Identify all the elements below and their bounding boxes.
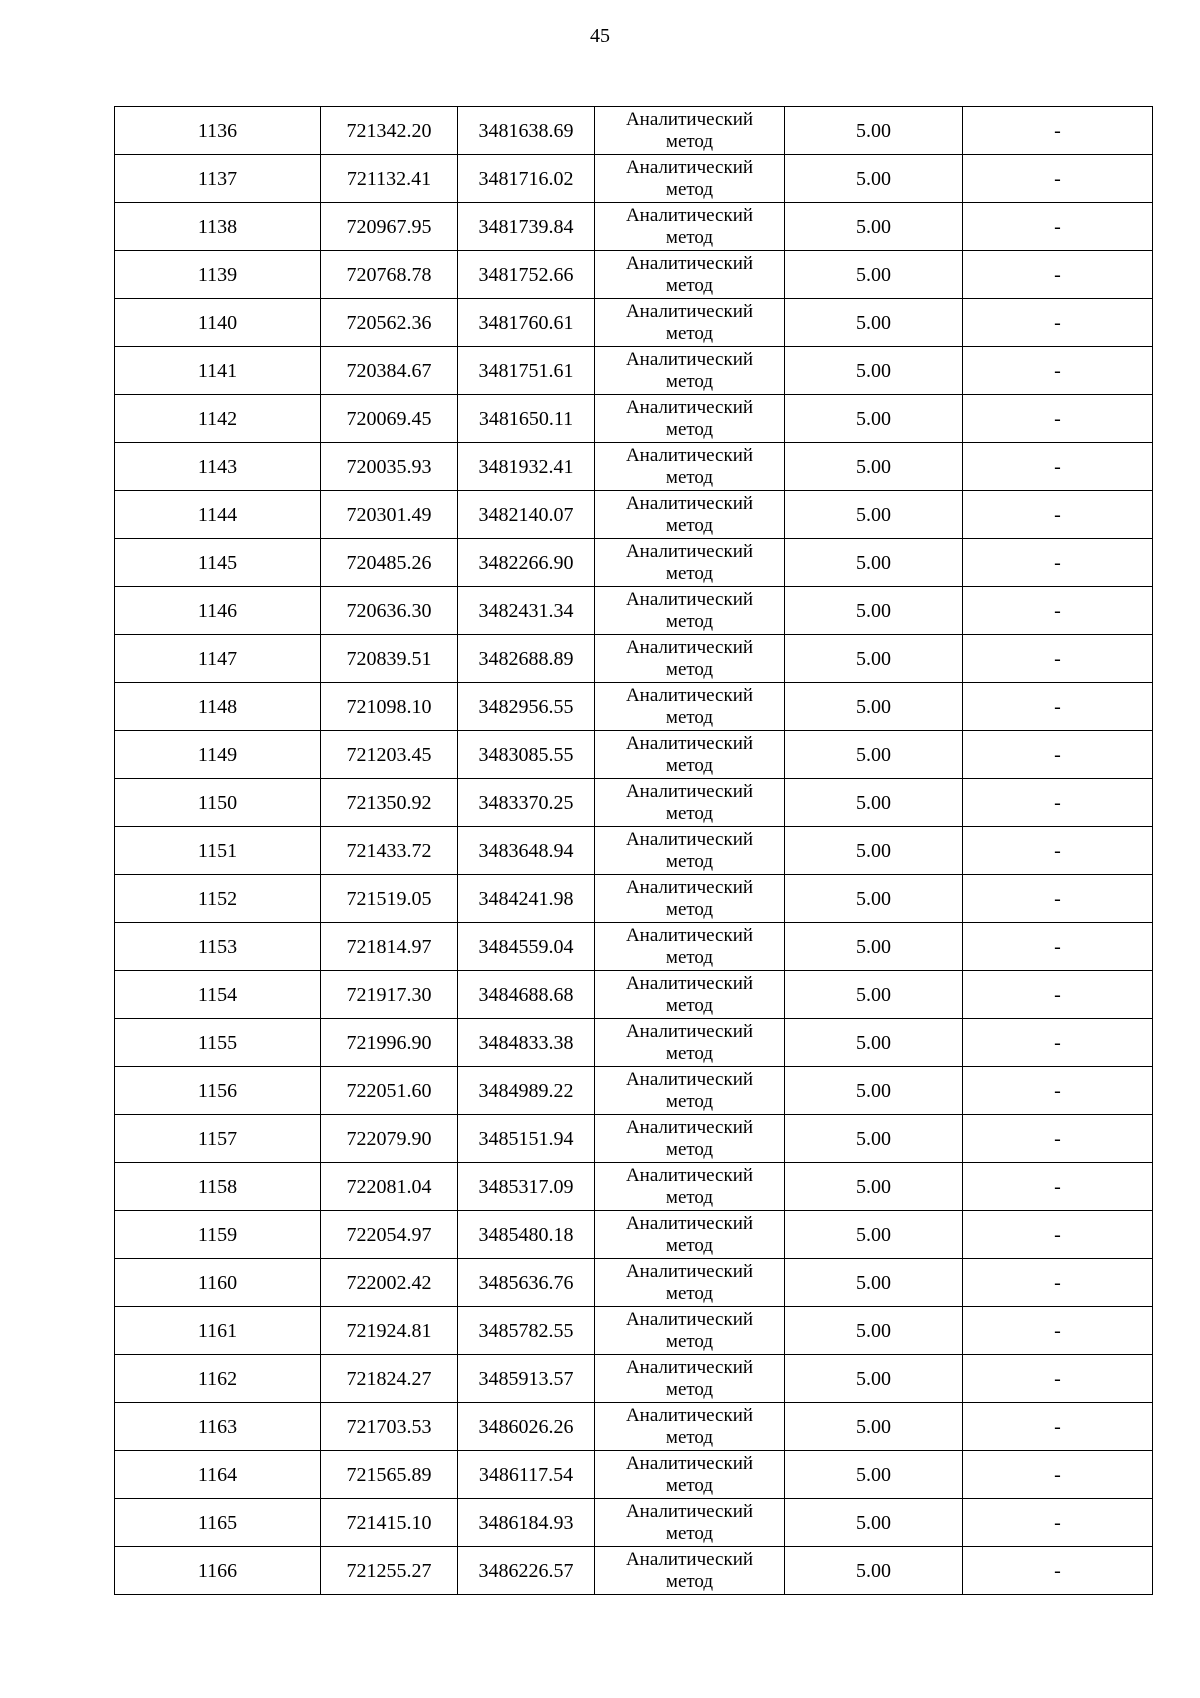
note-cell: - [963, 491, 1153, 539]
accuracy-cell: 5.00 [785, 347, 963, 395]
method-cell [595, 539, 785, 587]
accuracy-cell: 5.00 [785, 731, 963, 779]
method-line-1: Аналитический [625, 732, 754, 754]
method-line-1: Аналитический [625, 204, 754, 226]
method-line-1: Аналитический [625, 108, 754, 130]
method-line-2: метод [665, 946, 714, 968]
point-number-cell: 1149 [115, 731, 321, 779]
method-line-2: метод [665, 1330, 714, 1352]
method-line-2: метод [665, 1282, 714, 1304]
method-cell [595, 299, 785, 347]
accuracy-cell: 5.00 [785, 1115, 963, 1163]
note-cell: - [963, 875, 1153, 923]
method-cell [595, 827, 785, 875]
point-number-cell: 1164 [115, 1451, 321, 1499]
point-number-cell: 1162 [115, 1355, 321, 1403]
x-coordinate-cell: 721350.92 [321, 779, 458, 827]
note-cell: - [963, 1499, 1153, 1547]
accuracy-cell: 5.00 [785, 299, 963, 347]
method-cell [595, 155, 785, 203]
note-cell: - [963, 1259, 1153, 1307]
note-cell: - [963, 779, 1153, 827]
y-coordinate-cell: 3481650.11 [458, 395, 595, 443]
method-line-1: Аналитический [625, 1500, 754, 1522]
point-number-cell: 1142 [115, 395, 321, 443]
method-line-1: Аналитический [625, 252, 754, 274]
method-line-2: метод [665, 1234, 714, 1256]
method-line-2: метод [665, 1042, 714, 1064]
table-row [115, 779, 1153, 827]
table-row [115, 1115, 1153, 1163]
method-line-1: Аналитический [625, 348, 754, 370]
accuracy-cell: 5.00 [785, 1211, 963, 1259]
x-coordinate-cell: 720839.51 [321, 635, 458, 683]
x-coordinate-cell: 721415.10 [321, 1499, 458, 1547]
method-line-1: Аналитический [625, 588, 754, 610]
method-line-1: Аналитический [625, 396, 754, 418]
x-coordinate-cell: 721132.41 [321, 155, 458, 203]
coordinates-table-body [115, 107, 1153, 1595]
method-line-1: Аналитический [625, 300, 754, 322]
table-row [115, 731, 1153, 779]
x-coordinate-cell: 721565.89 [321, 1451, 458, 1499]
point-number-cell: 1154 [115, 971, 321, 1019]
method-cell [595, 395, 785, 443]
table-row [115, 395, 1153, 443]
point-number-cell: 1151 [115, 827, 321, 875]
accuracy-cell: 5.00 [785, 1019, 963, 1067]
x-coordinate-cell: 722051.60 [321, 1067, 458, 1115]
method-line-1: Аналитический [625, 1356, 754, 1378]
y-coordinate-cell: 3482431.34 [458, 587, 595, 635]
method-cell [595, 443, 785, 491]
method-line-1: Аналитический [625, 1116, 754, 1138]
point-number-cell: 1136 [115, 107, 321, 155]
method-cell [595, 875, 785, 923]
y-coordinate-cell: 3482266.90 [458, 539, 595, 587]
table-row [115, 1451, 1153, 1499]
method-line-1: Аналитический [625, 1020, 754, 1042]
method-line-1: Аналитический [625, 156, 754, 178]
x-coordinate-cell: 721255.27 [321, 1547, 458, 1595]
x-coordinate-cell: 721824.27 [321, 1355, 458, 1403]
point-number-cell: 1147 [115, 635, 321, 683]
x-coordinate-cell: 722054.97 [321, 1211, 458, 1259]
note-cell: - [963, 1451, 1153, 1499]
x-coordinate-cell: 721996.90 [321, 1019, 458, 1067]
note-cell: - [963, 1355, 1153, 1403]
table-row [115, 1403, 1153, 1451]
method-cell [595, 203, 785, 251]
note-cell: - [963, 347, 1153, 395]
method-line-2: метод [665, 1426, 714, 1448]
method-line-2: метод [665, 1570, 714, 1592]
y-coordinate-cell: 3481739.84 [458, 203, 595, 251]
accuracy-cell: 5.00 [785, 203, 963, 251]
method-line-1: Аналитический [625, 1260, 754, 1282]
table-row [115, 347, 1153, 395]
note-cell: - [963, 1307, 1153, 1355]
y-coordinate-cell: 3485636.76 [458, 1259, 595, 1307]
method-line-2: метод [665, 658, 714, 680]
x-coordinate-cell: 720562.36 [321, 299, 458, 347]
y-coordinate-cell: 3482140.07 [458, 491, 595, 539]
y-coordinate-cell: 3481638.69 [458, 107, 595, 155]
table-row [115, 443, 1153, 491]
y-coordinate-cell: 3481932.41 [458, 443, 595, 491]
method-line-2: метод [665, 802, 714, 824]
method-cell [595, 491, 785, 539]
accuracy-cell: 5.00 [785, 1163, 963, 1211]
point-number-cell: 1155 [115, 1019, 321, 1067]
note-cell: - [963, 827, 1153, 875]
note-cell: - [963, 923, 1153, 971]
table-row [115, 1547, 1153, 1595]
note-cell: - [963, 683, 1153, 731]
accuracy-cell: 5.00 [785, 779, 963, 827]
accuracy-cell: 5.00 [785, 1355, 963, 1403]
accuracy-cell: 5.00 [785, 683, 963, 731]
y-coordinate-cell: 3485480.18 [458, 1211, 595, 1259]
note-cell: - [963, 587, 1153, 635]
x-coordinate-cell: 722002.42 [321, 1259, 458, 1307]
note-cell: - [963, 203, 1153, 251]
y-coordinate-cell: 3484989.22 [458, 1067, 595, 1115]
accuracy-cell: 5.00 [785, 1451, 963, 1499]
method-cell [595, 1499, 785, 1547]
method-line-2: метод [665, 754, 714, 776]
y-coordinate-cell: 3481716.02 [458, 155, 595, 203]
table-row [115, 827, 1153, 875]
method-line-2: метод [665, 562, 714, 584]
accuracy-cell: 5.00 [785, 539, 963, 587]
accuracy-cell: 5.00 [785, 1499, 963, 1547]
accuracy-cell: 5.00 [785, 1067, 963, 1115]
method-line-2: метод [665, 130, 714, 152]
method-line-2: метод [665, 370, 714, 392]
method-line-2: метод [665, 466, 714, 488]
method-cell [595, 1259, 785, 1307]
method-cell [595, 107, 785, 155]
method-line-2: метод [665, 994, 714, 1016]
table-row [115, 299, 1153, 347]
method-line-2: метод [665, 1474, 714, 1496]
method-line-2: метод [665, 418, 714, 440]
point-number-cell: 1156 [115, 1067, 321, 1115]
method-line-1: Аналитический [625, 1548, 754, 1570]
x-coordinate-cell: 721433.72 [321, 827, 458, 875]
x-coordinate-cell: 721924.81 [321, 1307, 458, 1355]
method-cell [595, 1067, 785, 1115]
method-cell [595, 1403, 785, 1451]
x-coordinate-cell: 720636.30 [321, 587, 458, 635]
y-coordinate-cell: 3483085.55 [458, 731, 595, 779]
method-line-2: метод [665, 1378, 714, 1400]
y-coordinate-cell: 3482688.89 [458, 635, 595, 683]
table-row [115, 539, 1153, 587]
method-cell [595, 347, 785, 395]
method-line-2: метод [665, 1090, 714, 1112]
note-cell: - [963, 299, 1153, 347]
x-coordinate-cell: 721917.30 [321, 971, 458, 1019]
method-line-1: Аналитический [625, 876, 754, 898]
method-cell [595, 779, 785, 827]
point-number-cell: 1153 [115, 923, 321, 971]
method-cell [595, 1355, 785, 1403]
table-row [115, 635, 1153, 683]
accuracy-cell: 5.00 [785, 443, 963, 491]
accuracy-cell: 5.00 [785, 1259, 963, 1307]
point-number-cell: 1137 [115, 155, 321, 203]
x-coordinate-cell: 720768.78 [321, 251, 458, 299]
x-coordinate-cell: 722081.04 [321, 1163, 458, 1211]
method-line-2: метод [665, 1186, 714, 1208]
table-row [115, 923, 1153, 971]
method-line-1: Аналитический [625, 492, 754, 514]
table-row [115, 251, 1153, 299]
accuracy-cell: 5.00 [785, 107, 963, 155]
method-line-1: Аналитический [625, 636, 754, 658]
method-line-2: метод [665, 322, 714, 344]
method-cell [595, 635, 785, 683]
table-row [115, 683, 1153, 731]
x-coordinate-cell: 721814.97 [321, 923, 458, 971]
accuracy-cell: 5.00 [785, 635, 963, 683]
point-number-cell: 1160 [115, 1259, 321, 1307]
table-row [115, 1355, 1153, 1403]
method-line-2: метод [665, 226, 714, 248]
y-coordinate-cell: 3485151.94 [458, 1115, 595, 1163]
method-line-1: Аналитический [625, 972, 754, 994]
table-row [115, 1499, 1153, 1547]
point-number-cell: 1166 [115, 1547, 321, 1595]
y-coordinate-cell: 3484559.04 [458, 923, 595, 971]
method-line-2: метод [665, 514, 714, 536]
note-cell: - [963, 635, 1153, 683]
method-cell [595, 1163, 785, 1211]
y-coordinate-cell: 3485913.57 [458, 1355, 595, 1403]
point-number-cell: 1165 [115, 1499, 321, 1547]
accuracy-cell: 5.00 [785, 1547, 963, 1595]
note-cell: - [963, 155, 1153, 203]
table-row [115, 1307, 1153, 1355]
y-coordinate-cell: 3481752.66 [458, 251, 595, 299]
table-row [115, 203, 1153, 251]
point-number-cell: 1138 [115, 203, 321, 251]
accuracy-cell: 5.00 [785, 1307, 963, 1355]
note-cell: - [963, 971, 1153, 1019]
accuracy-cell: 5.00 [785, 875, 963, 923]
accuracy-cell: 5.00 [785, 155, 963, 203]
note-cell: - [963, 1115, 1153, 1163]
x-coordinate-cell: 721342.20 [321, 107, 458, 155]
note-cell: - [963, 1547, 1153, 1595]
point-number-cell: 1159 [115, 1211, 321, 1259]
note-cell: - [963, 1403, 1153, 1451]
method-cell [595, 923, 785, 971]
method-line-1: Аналитический [625, 1308, 754, 1330]
method-line-1: Аналитический [625, 444, 754, 466]
point-number-cell: 1144 [115, 491, 321, 539]
method-line-2: метод [665, 850, 714, 872]
x-coordinate-cell: 720485.26 [321, 539, 458, 587]
table-row [115, 875, 1153, 923]
table-row [115, 1019, 1153, 1067]
y-coordinate-cell: 3481751.61 [458, 347, 595, 395]
method-line-1: Аналитический [625, 924, 754, 946]
accuracy-cell: 5.00 [785, 491, 963, 539]
accuracy-cell: 5.00 [785, 587, 963, 635]
method-cell [595, 683, 785, 731]
point-number-cell: 1139 [115, 251, 321, 299]
method-cell [595, 1547, 785, 1595]
y-coordinate-cell: 3486226.57 [458, 1547, 595, 1595]
table-row [115, 971, 1153, 1019]
y-coordinate-cell: 3484833.38 [458, 1019, 595, 1067]
table-row [115, 587, 1153, 635]
table-row [115, 155, 1153, 203]
method-line-2: метод [665, 274, 714, 296]
note-cell: - [963, 443, 1153, 491]
table-row [115, 1259, 1153, 1307]
point-number-cell: 1145 [115, 539, 321, 587]
table-row [115, 1067, 1153, 1115]
note-cell: - [963, 251, 1153, 299]
method-cell [595, 1115, 785, 1163]
note-cell: - [963, 395, 1153, 443]
point-number-cell: 1143 [115, 443, 321, 491]
x-coordinate-cell: 720035.93 [321, 443, 458, 491]
method-line-1: Аналитический [625, 1068, 754, 1090]
y-coordinate-cell: 3485782.55 [458, 1307, 595, 1355]
x-coordinate-cell: 721703.53 [321, 1403, 458, 1451]
method-line-2: метод [665, 1522, 714, 1544]
accuracy-cell: 5.00 [785, 923, 963, 971]
accuracy-cell: 5.00 [785, 971, 963, 1019]
method-cell [595, 251, 785, 299]
accuracy-cell: 5.00 [785, 395, 963, 443]
method-line-1: Аналитический [625, 540, 754, 562]
y-coordinate-cell: 3484688.68 [458, 971, 595, 1019]
method-cell [595, 1451, 785, 1499]
note-cell: - [963, 731, 1153, 779]
point-number-cell: 1150 [115, 779, 321, 827]
method-cell [595, 587, 785, 635]
method-line-2: метод [665, 898, 714, 920]
y-coordinate-cell: 3483370.25 [458, 779, 595, 827]
table-row [115, 1163, 1153, 1211]
method-cell [595, 1019, 785, 1067]
method-line-1: Аналитический [625, 1404, 754, 1426]
method-line-1: Аналитический [625, 1164, 754, 1186]
point-number-cell: 1146 [115, 587, 321, 635]
point-number-cell: 1158 [115, 1163, 321, 1211]
y-coordinate-cell: 3481760.61 [458, 299, 595, 347]
method-cell [595, 1307, 785, 1355]
point-number-cell: 1157 [115, 1115, 321, 1163]
point-number-cell: 1148 [115, 683, 321, 731]
method-line-1: Аналитический [625, 684, 754, 706]
accuracy-cell: 5.00 [785, 251, 963, 299]
method-line-2: метод [665, 178, 714, 200]
method-line-2: метод [665, 706, 714, 728]
accuracy-cell: 5.00 [785, 1403, 963, 1451]
x-coordinate-cell: 720301.49 [321, 491, 458, 539]
method-line-1: Аналитический [625, 1452, 754, 1474]
point-number-cell: 1140 [115, 299, 321, 347]
y-coordinate-cell: 3485317.09 [458, 1163, 595, 1211]
y-coordinate-cell: 3486117.54 [458, 1451, 595, 1499]
point-number-cell: 1163 [115, 1403, 321, 1451]
x-coordinate-cell: 720967.95 [321, 203, 458, 251]
table-row [115, 107, 1153, 155]
point-number-cell: 1161 [115, 1307, 321, 1355]
page-number: 45 [590, 25, 610, 47]
y-coordinate-cell: 3484241.98 [458, 875, 595, 923]
table-row [115, 491, 1153, 539]
method-cell [595, 1211, 785, 1259]
coordinates-table [114, 106, 1153, 1595]
method-line-2: метод [665, 610, 714, 632]
method-line-1: Аналитический [625, 1212, 754, 1234]
note-cell: - [963, 1067, 1153, 1115]
note-cell: - [963, 1163, 1153, 1211]
table-row [115, 1211, 1153, 1259]
accuracy-cell: 5.00 [785, 827, 963, 875]
y-coordinate-cell: 3482956.55 [458, 683, 595, 731]
x-coordinate-cell: 721203.45 [321, 731, 458, 779]
x-coordinate-cell: 720384.67 [321, 347, 458, 395]
method-line-1: Аналитический [625, 828, 754, 850]
point-number-cell: 1141 [115, 347, 321, 395]
note-cell: - [963, 1211, 1153, 1259]
note-cell: - [963, 107, 1153, 155]
method-line-1: Аналитический [625, 780, 754, 802]
y-coordinate-cell: 3486026.26 [458, 1403, 595, 1451]
method-cell [595, 731, 785, 779]
x-coordinate-cell: 722079.90 [321, 1115, 458, 1163]
x-coordinate-cell: 721519.05 [321, 875, 458, 923]
y-coordinate-cell: 3486184.93 [458, 1499, 595, 1547]
y-coordinate-cell: 3483648.94 [458, 827, 595, 875]
note-cell: - [963, 539, 1153, 587]
method-cell [595, 971, 785, 1019]
x-coordinate-cell: 720069.45 [321, 395, 458, 443]
point-number-cell: 1152 [115, 875, 321, 923]
note-cell: - [963, 1019, 1153, 1067]
method-line-2: метод [665, 1138, 714, 1160]
x-coordinate-cell: 721098.10 [321, 683, 458, 731]
